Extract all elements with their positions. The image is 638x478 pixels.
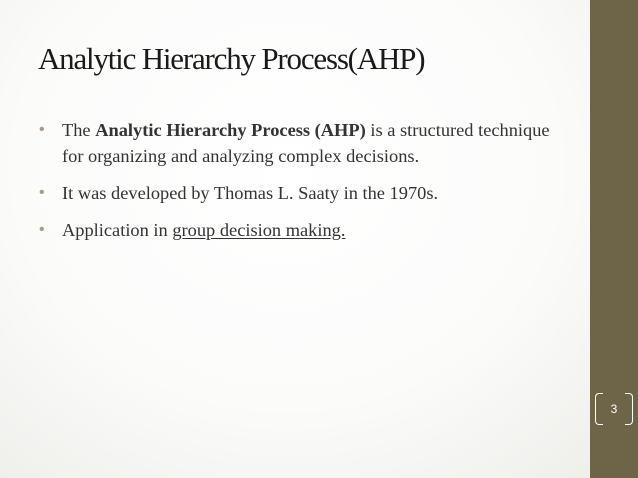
bullet-text: is a structured technique for organizing and analyzing complex decisions. [62,120,550,166]
bracket-left-icon [595,393,603,425]
bullet-marker: • [39,184,45,201]
bullet-item [38,117,558,169]
slide-title: Analytic Hierarchy Process(AHP) [38,41,425,76]
bullet-text: It was developed by Thomas L. Saaty in the 1970s. [62,183,439,203]
bracket-right-icon [625,393,633,425]
bullet-item [38,180,558,206]
group-decision-link[interactable]: group decision making. [172,220,346,240]
bold-term: Analytic Hierarchy Process (AHP) [95,120,366,140]
bullet-text: Application in [62,220,173,240]
page-number-badge [593,392,635,426]
bullet-marker: • [39,221,45,238]
bullet-list [38,117,558,254]
bullet-text: The [62,120,96,140]
bullet-item [38,217,558,243]
bullet-marker: • [39,121,45,138]
page-number: 3 [610,402,618,416]
